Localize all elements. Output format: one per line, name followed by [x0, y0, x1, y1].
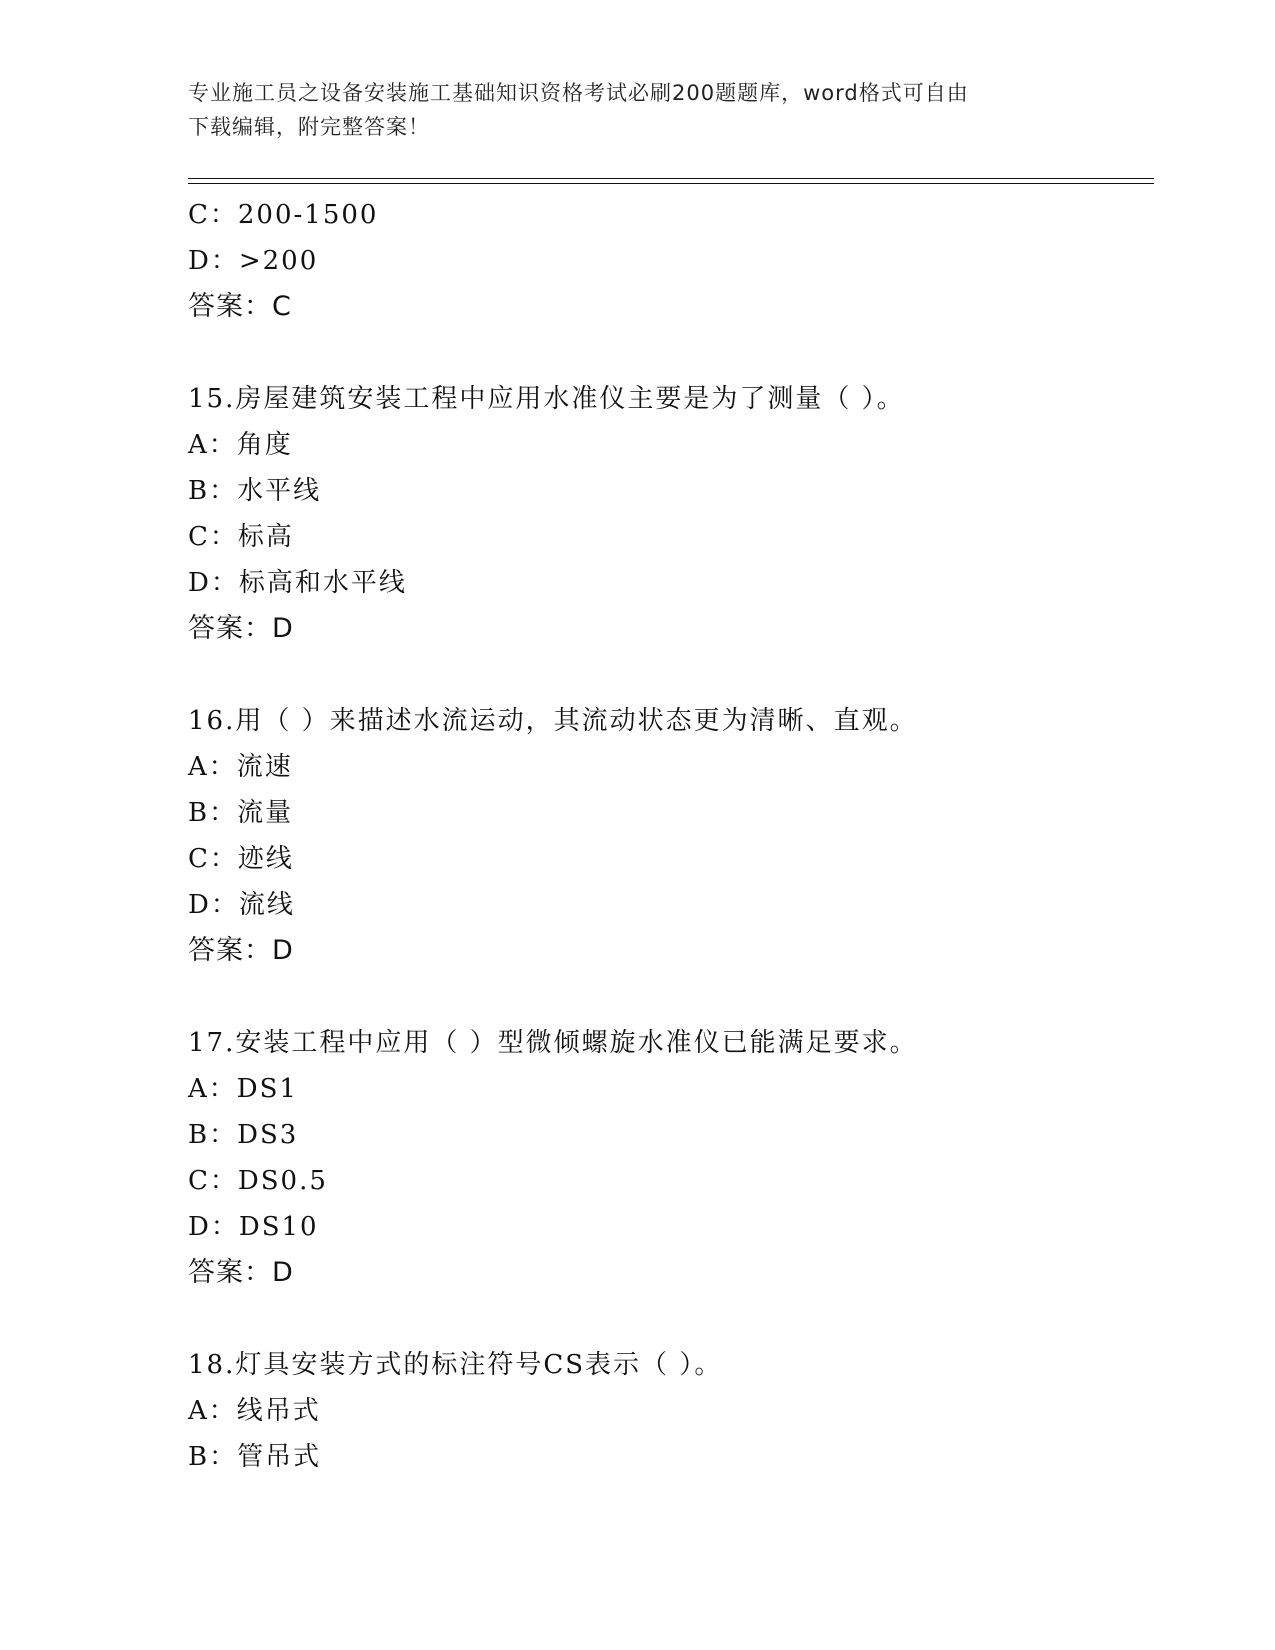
option-b: B：水平线: [188, 476, 322, 506]
answer-line: 答案：D: [188, 613, 294, 644]
question-stem: 15.房屋建筑安装工程中应用水准仪主要是为了测量（ ）。: [188, 384, 905, 414]
question-17: [188, 1020, 1154, 1296]
header-line-2: 下载编辑，附完整答案！: [188, 115, 430, 139]
question-gap: [188, 974, 1154, 1020]
header-line-1: 专业施工员之设备安装施工基础知识资格考试必刷200题题库，word格式可自由: [188, 81, 969, 105]
header-divider-bottom: [188, 183, 1154, 184]
question-15: [188, 376, 1154, 652]
question-16: [188, 698, 1154, 974]
option-c: C：标高: [188, 522, 294, 552]
option-c: C：200-1500: [188, 200, 379, 230]
option-a: A：角度: [188, 430, 293, 460]
option-b: B：管吊式: [188, 1442, 322, 1472]
option-b: B：DS3: [188, 1120, 299, 1150]
answer-line: 答案：C: [188, 291, 292, 322]
option-d: D：DS10: [188, 1212, 319, 1242]
option-d: D：>200: [188, 246, 319, 276]
answer-line: 答案：D: [188, 935, 294, 966]
question-14-tail: [188, 192, 1154, 330]
option-b: B：流量: [188, 798, 294, 828]
question-list: [188, 192, 1154, 1480]
question-18: [188, 1342, 1154, 1480]
option-a: A：DS1: [188, 1074, 298, 1104]
question-stem: 18.灯具安装方式的标注符号CS表示（ ）。: [188, 1350, 723, 1380]
question-stem: 17.安装工程中应用（ ）型微倾螺旋水准仪已能满足要求。: [188, 1028, 918, 1058]
option-a: A：流速: [188, 752, 293, 782]
option-d: D：标高和水平线: [188, 568, 407, 598]
document-header: [188, 76, 1078, 144]
answer-line: 答案：D: [188, 1257, 294, 1288]
option-d: D：流线: [188, 890, 295, 920]
question-gap: [188, 330, 1154, 376]
option-c: C：迹线: [188, 844, 294, 874]
question-gap: [188, 652, 1154, 698]
option-a: A：线吊式: [188, 1396, 321, 1426]
header-divider-top: [188, 178, 1154, 179]
question-stem: 16.用（ ）来描述水流运动，其流动状态更为清晰、直观。: [188, 706, 918, 736]
question-gap: [188, 1296, 1154, 1342]
option-c: C：DS0.5: [188, 1166, 328, 1196]
